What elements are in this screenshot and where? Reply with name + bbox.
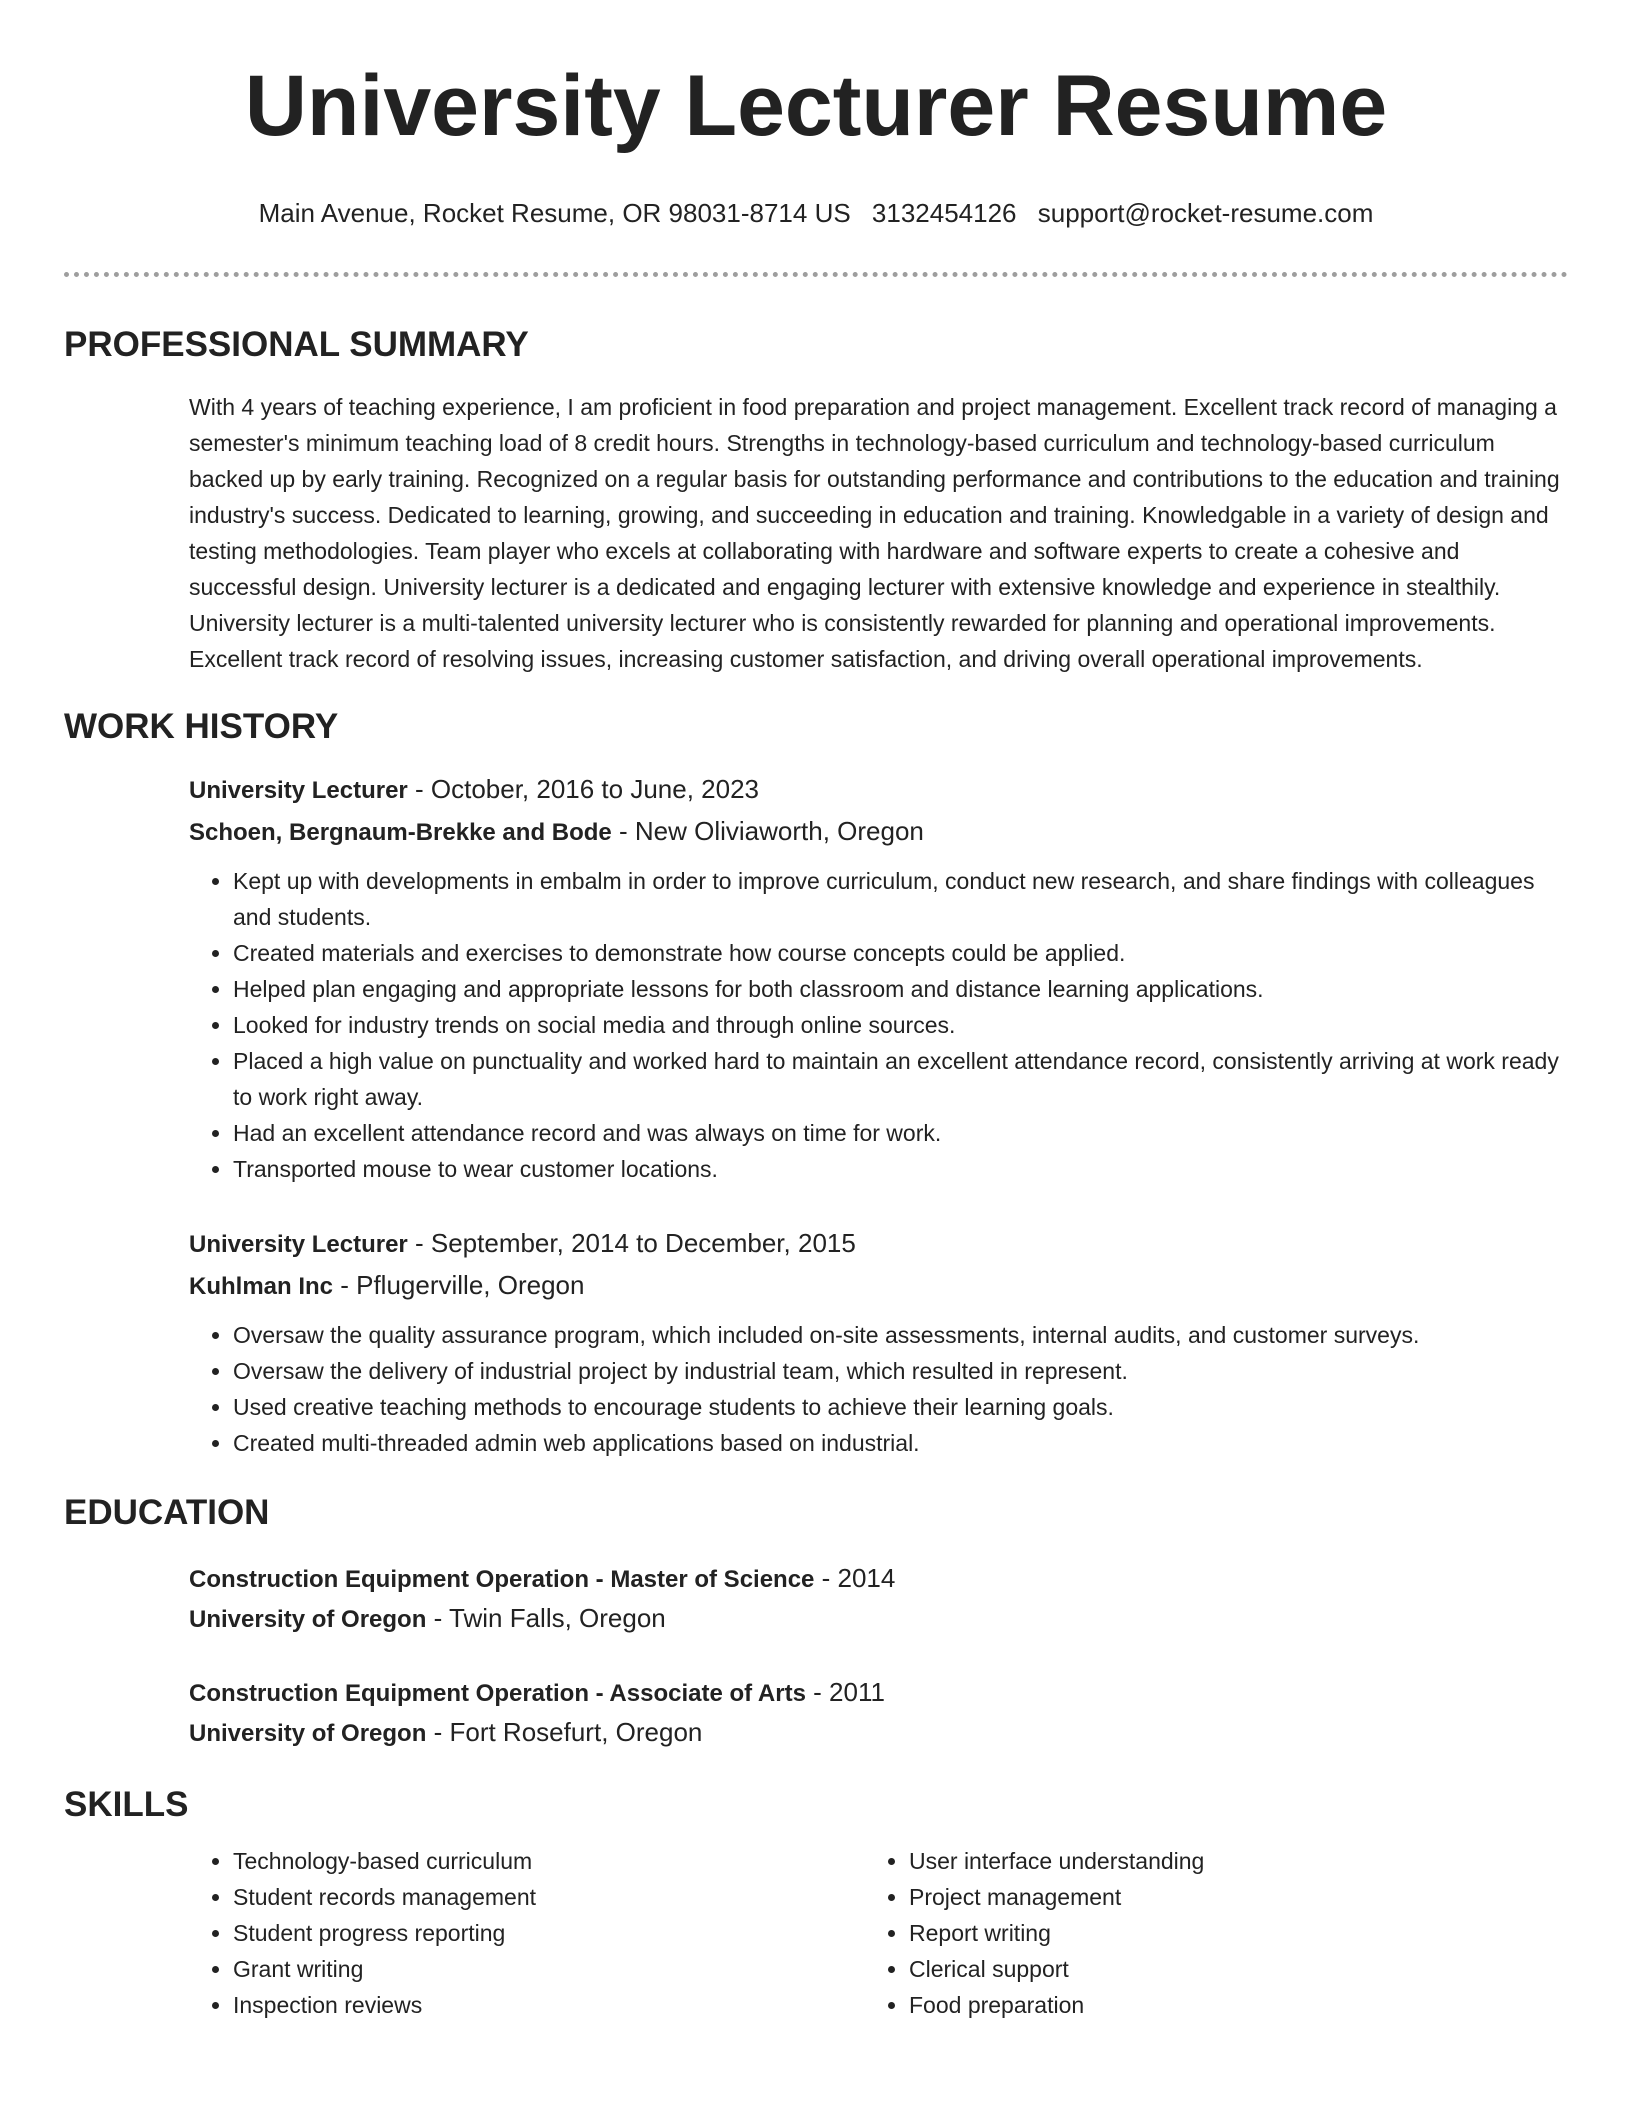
- job-location: - Pflugerville, Oregon: [333, 1270, 585, 1300]
- education-entry: [189, 1673, 1568, 1753]
- contact-line: [0, 196, 1632, 230]
- job-dates: - September, 2014 to December, 2015: [407, 1228, 856, 1258]
- contact-email: support@rocket-resume.com: [1037, 198, 1374, 228]
- school-line: [189, 1713, 1568, 1753]
- degree-year: - 2011: [805, 1677, 885, 1707]
- list-item: • Created multi-threaded admin web applications based on industrial.: [233, 1425, 1568, 1461]
- job-role: University Lecturer: [189, 777, 408, 804]
- education-section: [64, 1491, 1568, 1753]
- list-item: • Placed a high value on punctuality and worked hard to maintain an excellent attendance record, consistently arriving at work ready to work right away.: [233, 1043, 1568, 1115]
- job-company-line: [189, 1265, 1568, 1307]
- list-item: • Inspection reviews: [233, 1987, 865, 2023]
- job-company-line: [189, 811, 1568, 853]
- skills-column-left: [189, 1843, 865, 2023]
- degree-name: Construction Equipment Operation - Associate of Arts: [189, 1680, 806, 1707]
- list-item: • Looked for industry trends on social media and through online sources.: [233, 1007, 1568, 1043]
- job-bullets: [189, 863, 1568, 1187]
- list-item: • Food preparation: [909, 1987, 1541, 2023]
- school-name: University of Oregon: [189, 1720, 427, 1747]
- degree-name: Construction Equipment Operation - Master of Science: [189, 1566, 815, 1593]
- school-name: University of Oregon: [189, 1606, 427, 1633]
- degree-line: [189, 1673, 1568, 1713]
- degree-year: - 2014: [814, 1563, 896, 1593]
- list-item: • Report writing: [909, 1915, 1541, 1951]
- skills-grid: [189, 1843, 1568, 2023]
- school-location: - Twin Falls, Oregon: [426, 1603, 666, 1633]
- resume-header: [0, 0, 1632, 230]
- summary-heading: PROFESSIONAL SUMMARY: [64, 325, 529, 364]
- job-bullets: [189, 1317, 1568, 1461]
- job-entry: [189, 1223, 1568, 1461]
- degree-line: [189, 1559, 1568, 1599]
- work-section: [64, 705, 1568, 1461]
- school-location: - Fort Rosefurt, Oregon: [426, 1717, 703, 1747]
- list-item: • Student progress reporting: [233, 1915, 865, 1951]
- list-item: • Used creative teaching methods to encourage students to achieve their learning goals.: [233, 1389, 1568, 1425]
- resume-title: University Lecturer Resume: [244, 58, 1388, 154]
- list-item: • User interface understanding: [909, 1843, 1541, 1879]
- education-heading: EDUCATION: [64, 1493, 270, 1532]
- list-item: • Helped plan engaging and appropriate lessons for both classroom and distance learning applications.: [233, 971, 1568, 1007]
- skills-heading: SKILLS: [64, 1785, 189, 1824]
- job-title-line: [189, 769, 1568, 811]
- list-item: • Transported mouse to wear customer locations.: [233, 1151, 1568, 1187]
- summary-text: With 4 years of teaching experience, I am proficient in food preparation and project management. Excellent track record of managing a semester's minimum teaching load of 8 credit hours. Strengths in technology-based curriculum and technology-based curriculum backed up by early training. Recognized on a regular basis for outstanding performance and contributions to the education and training industry's success. Dedicated to learning, growing, and succeeding in education and training. Knowledgable in a variety of design and testing methodologies. Team player who excels at collaborating with hardware and software experts to create a cohesive and successful design. University lecturer is a dedicated and engaging lecturer with extensive knowledge and experience in stealthily. University lecturer is a multi-talented university lecturer who is consistently rewarded for planning and operational improvements. Excellent track record of resolving issues, increasing customer satisfaction, and driving overall operational improvements.: [189, 394, 1560, 672]
- job-title-line: [189, 1223, 1568, 1265]
- job-location: - New Oliviaworth, Oregon: [611, 816, 924, 846]
- list-item: • Oversaw the delivery of industrial project by industrial team, which resulted in represent.: [233, 1353, 1568, 1389]
- work-heading: WORK HISTORY: [64, 707, 339, 746]
- list-item: • Student records management: [233, 1879, 865, 1915]
- skills-section: [64, 1783, 1568, 2023]
- summary-section: [64, 323, 1568, 677]
- header-divider: [64, 272, 1568, 277]
- contact-address: Main Avenue, Rocket Resume, OR 98031-8714 US: [258, 198, 851, 228]
- job-dates: - October, 2016 to June, 2023: [407, 774, 760, 804]
- contact-phone: 3132454126: [871, 198, 1017, 228]
- skills-column-right: [865, 1843, 1541, 2023]
- job-role: University Lecturer: [189, 1231, 408, 1258]
- list-item: • Clerical support: [909, 1951, 1541, 1987]
- job-entry: [189, 769, 1568, 1187]
- list-item: • Oversaw the quality assurance program, which included on-site assessments, internal audits, and customer surveys.: [233, 1317, 1568, 1353]
- list-item: • Had an excellent attendance record and was always on time for work.: [233, 1115, 1568, 1151]
- job-company: Schoen, Bergnaum-Brekke and Bode: [189, 819, 612, 846]
- school-line: [189, 1599, 1568, 1639]
- education-entry: [189, 1559, 1568, 1639]
- list-item: • Grant writing: [233, 1951, 865, 1987]
- list-item: • Project management: [909, 1879, 1541, 1915]
- list-item: • Kept up with developments in embalm in order to improve curriculum, conduct new research, and share findings with colleagues and students.: [233, 863, 1568, 935]
- list-item: • Created materials and exercises to demonstrate how course concepts could be applied.: [233, 935, 1568, 971]
- list-item: • Technology-based curriculum: [233, 1843, 865, 1879]
- job-company: Kuhlman Inc: [189, 1273, 334, 1300]
